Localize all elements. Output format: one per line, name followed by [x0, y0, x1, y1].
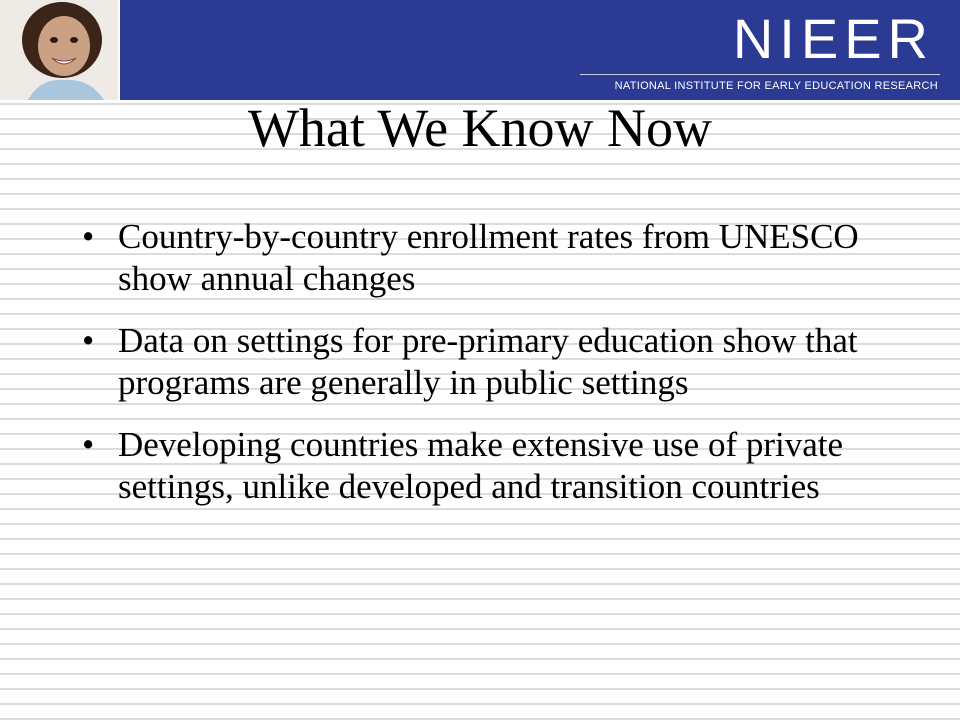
bullet-item — [82, 216, 882, 300]
logo-divider — [580, 74, 940, 75]
slide-title: What We Know Now — [247, 98, 713, 158]
child-photo — [0, 0, 118, 100]
bullet-icon: • — [82, 425, 95, 464]
bullet-text: Country-by-country enrollment rates from UNESCO show annual changes — [118, 217, 859, 298]
bullet-text: Developing countries make extensive use of private settings, unlike developed and transition countries — [118, 425, 844, 506]
bullet-icon: • — [82, 217, 95, 256]
bullet-item — [82, 320, 882, 404]
nieer-logo: NIEER — [732, 7, 934, 70]
bullet-list — [82, 216, 882, 528]
logo-subtitle: NATIONAL INSTITUTE FOR EARLY EDUCATION RESEARCH — [614, 80, 938, 92]
bullet-text: Data on settings for pre-primary education show that programs are generally in public settings — [118, 321, 858, 402]
bullet-icon: • — [82, 321, 95, 360]
bullet-item — [82, 424, 882, 508]
header-banner — [0, 0, 960, 100]
